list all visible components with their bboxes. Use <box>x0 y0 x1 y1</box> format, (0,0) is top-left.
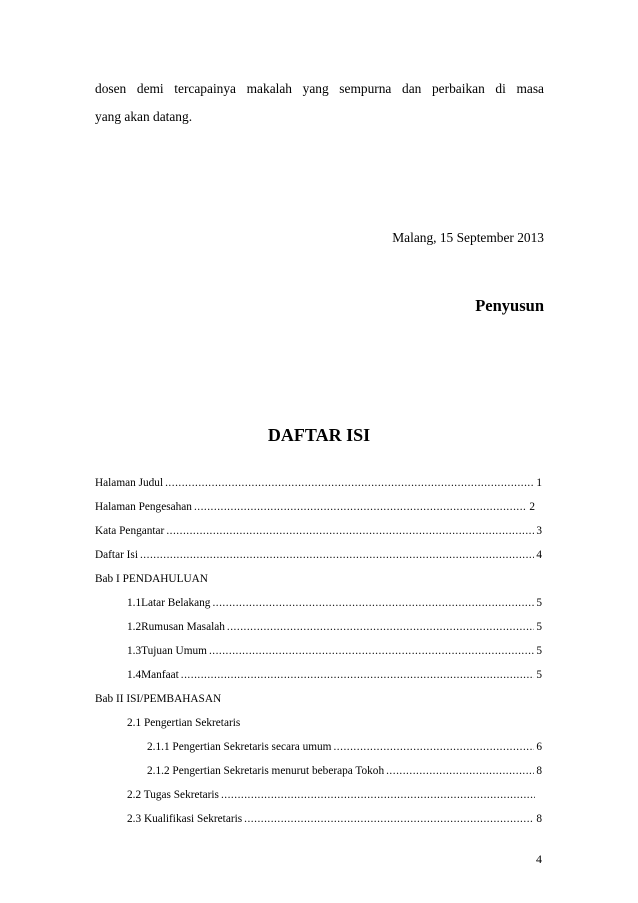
toc-dot-leader <box>386 765 534 777</box>
toc-entry[interactable] <box>127 813 542 833</box>
toc-dot-leader <box>212 597 534 609</box>
toc-entry-label: 2.1.1 Pengertian Sekretaris secara umum <box>147 741 332 753</box>
toc-entry[interactable] <box>127 669 542 689</box>
toc-dot-leader <box>333 741 534 753</box>
toc-entry-label: Tujuan Umum <box>141 645 207 657</box>
page-number: 4 <box>536 852 542 866</box>
toc-entry-label: Halaman Pengesahan <box>95 501 192 513</box>
place-date: Malang, 15 September 2013 <box>392 230 544 245</box>
toc-entry[interactable] <box>127 621 542 641</box>
toc-entry[interactable] <box>95 525 542 545</box>
toc-entry-label: Manfaat <box>141 669 179 681</box>
toc-entry-page: 5 <box>536 597 542 609</box>
toc-entry-page: 4 <box>536 549 542 561</box>
toc-dot-leader <box>227 621 534 633</box>
toc-entry[interactable] <box>127 597 542 617</box>
toc-dot-leader <box>194 501 527 513</box>
toc-section-heading[interactable] <box>127 717 240 737</box>
toc-entry-page: 5 <box>536 669 542 681</box>
toc-entry[interactable] <box>147 741 542 761</box>
toc-entry-label: Rumusan Masalah <box>141 621 225 633</box>
toc-entry-label: 2.1 Pengertian Sekretaris <box>127 717 241 729</box>
toc-entry-page: 6 <box>536 741 542 753</box>
toc-dot-leader <box>181 669 535 681</box>
toc-dot-leader <box>221 789 535 801</box>
toc-entry[interactable] <box>95 549 542 569</box>
toc-entry-label: Bab I PENDAHULUAN <box>95 573 208 585</box>
toc-entry[interactable] <box>95 501 535 521</box>
toc-entry-page: 3 <box>536 525 542 537</box>
toc-entry[interactable] <box>147 765 542 785</box>
toc-entry-label: 2.1.2 Pengertian Sekretaris menurut beberapa Tokoh <box>147 765 385 777</box>
toc-entry-number: 1.3 <box>127 645 142 657</box>
toc-entry-label: Daftar Isi <box>95 549 138 561</box>
toc-entry-page: 5 <box>536 645 542 657</box>
toc-entry-number: 1.4 <box>127 669 142 681</box>
toc-entry-number: 1.2 <box>127 621 142 633</box>
toc-chapter-heading[interactable] <box>95 693 221 713</box>
toc-entry-label: Latar Belakang <box>141 597 211 609</box>
toc-entry-label: Halaman Judul <box>95 477 164 489</box>
toc-entry-label: 2.2 Tugas Sekretaris <box>127 789 219 801</box>
toc-dot-leader <box>244 813 534 825</box>
toc-entry-number: 1.1 <box>127 597 142 609</box>
toc-dot-leader <box>166 525 534 537</box>
toc-entry-page: 5 <box>536 621 542 633</box>
signer-name: Penyusun <box>475 296 544 315</box>
toc-entry-label: 2.3 Kualifikasi Sekretaris <box>127 813 243 825</box>
toc-chapter-heading[interactable] <box>95 573 208 593</box>
closing-paragraph <box>95 75 544 131</box>
toc-entry-page: 2 <box>529 501 535 513</box>
toc-entry-label: Kata Pengantar <box>95 525 165 537</box>
toc-entry-label: Bab II ISI/PEMBAHASAN <box>95 693 222 705</box>
paragraph-line-2: yang akan datang. <box>95 109 193 124</box>
toc-title: DAFTAR ISI <box>267 425 371 445</box>
toc-entry-page: 8 <box>536 813 542 825</box>
paragraph-line-1: dosen demi tercapainya makalah yang sempurna dan perbaikan di masa <box>95 81 544 96</box>
toc-entry[interactable] <box>127 789 537 809</box>
toc-entry-page: 8 <box>536 765 542 777</box>
toc-dot-leader <box>140 549 534 561</box>
toc-entry-page: 1 <box>536 477 542 489</box>
toc-dot-leader <box>165 477 534 489</box>
toc-entry[interactable] <box>127 645 542 665</box>
toc-dot-leader <box>209 645 534 657</box>
toc-entry[interactable] <box>95 477 542 497</box>
